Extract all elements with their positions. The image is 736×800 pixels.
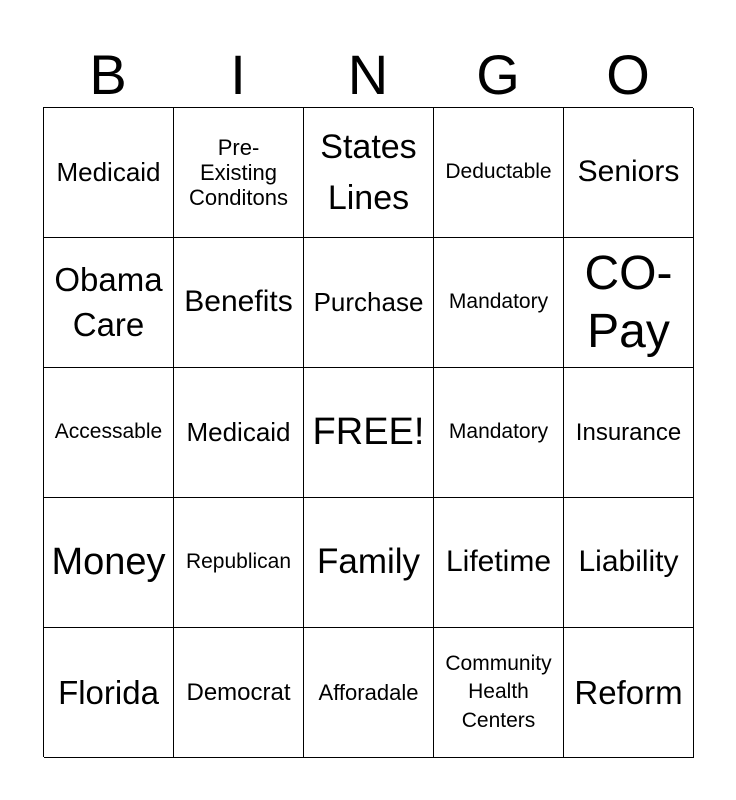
bingo-cell — [44, 238, 174, 368]
cell-label: Lifetime — [445, 545, 552, 579]
bingo-cell — [44, 368, 174, 498]
free-space-label: FREE! — [312, 410, 425, 453]
header-letter-b: B — [89, 43, 127, 106]
header-letter-g: G — [476, 43, 520, 106]
bingo-cell — [434, 238, 564, 368]
cell-label: Reform — [574, 673, 683, 711]
bingo-header — [43, 40, 693, 110]
bingo-cell — [174, 368, 304, 498]
header-letter-o: O — [606, 43, 650, 106]
cell-label: Purchase — [313, 286, 424, 317]
bingo-cell — [564, 238, 694, 368]
cell-label: Accessable — [54, 420, 163, 444]
bingo-cell — [434, 628, 564, 758]
cell-label: Medicaid — [186, 416, 291, 447]
cell-label: Family — [316, 542, 421, 582]
cell-label: CO- Pay — [584, 246, 673, 358]
cell-label: Liability — [578, 545, 679, 579]
cell-label: Mandatory — [448, 420, 549, 444]
bingo-cell — [434, 368, 564, 498]
header-letter-n: N — [347, 43, 389, 106]
cell-label: Mandatory — [448, 290, 549, 314]
bingo-cell — [564, 108, 694, 238]
cell-label: Insurance — [575, 418, 682, 446]
cell-label: Florida — [58, 673, 159, 711]
cell-label: Democrat — [186, 678, 291, 706]
bingo-cell — [44, 108, 174, 238]
bingo-cell — [174, 498, 304, 628]
bingo-cell — [44, 498, 174, 628]
cell-label: Deductable — [445, 160, 552, 184]
cell-label: Seniors — [577, 155, 680, 189]
cell-label: Afforadale — [318, 679, 419, 705]
cell-label: Pre- Existing Conditons — [188, 134, 289, 211]
bingo-cell — [304, 498, 434, 628]
cell-label: Republican — [185, 550, 292, 574]
bingo-cell — [564, 498, 694, 628]
bingo-cell — [434, 498, 564, 628]
header-letter-i: I — [230, 43, 246, 106]
bingo-cell — [564, 628, 694, 758]
cell-label: Benefits — [184, 285, 293, 319]
cell-label: States Lines — [320, 127, 417, 217]
bingo-cell — [304, 108, 434, 238]
bingo-cell free-space — [304, 368, 434, 498]
bingo-card — [43, 107, 693, 757]
bingo-cell — [174, 238, 304, 368]
bingo-cell — [174, 628, 304, 758]
bingo-cell — [44, 628, 174, 758]
bingo-cell — [304, 628, 434, 758]
bingo-cell — [174, 108, 304, 238]
cell-label: Medicaid — [56, 156, 161, 187]
bingo-cell — [564, 368, 694, 498]
bingo-cell — [434, 108, 564, 238]
bingo-cell — [304, 238, 434, 368]
cell-label: Community Health Centers — [445, 651, 552, 732]
cell-label: Money — [51, 540, 166, 583]
cell-label: Obama Care — [54, 260, 163, 343]
